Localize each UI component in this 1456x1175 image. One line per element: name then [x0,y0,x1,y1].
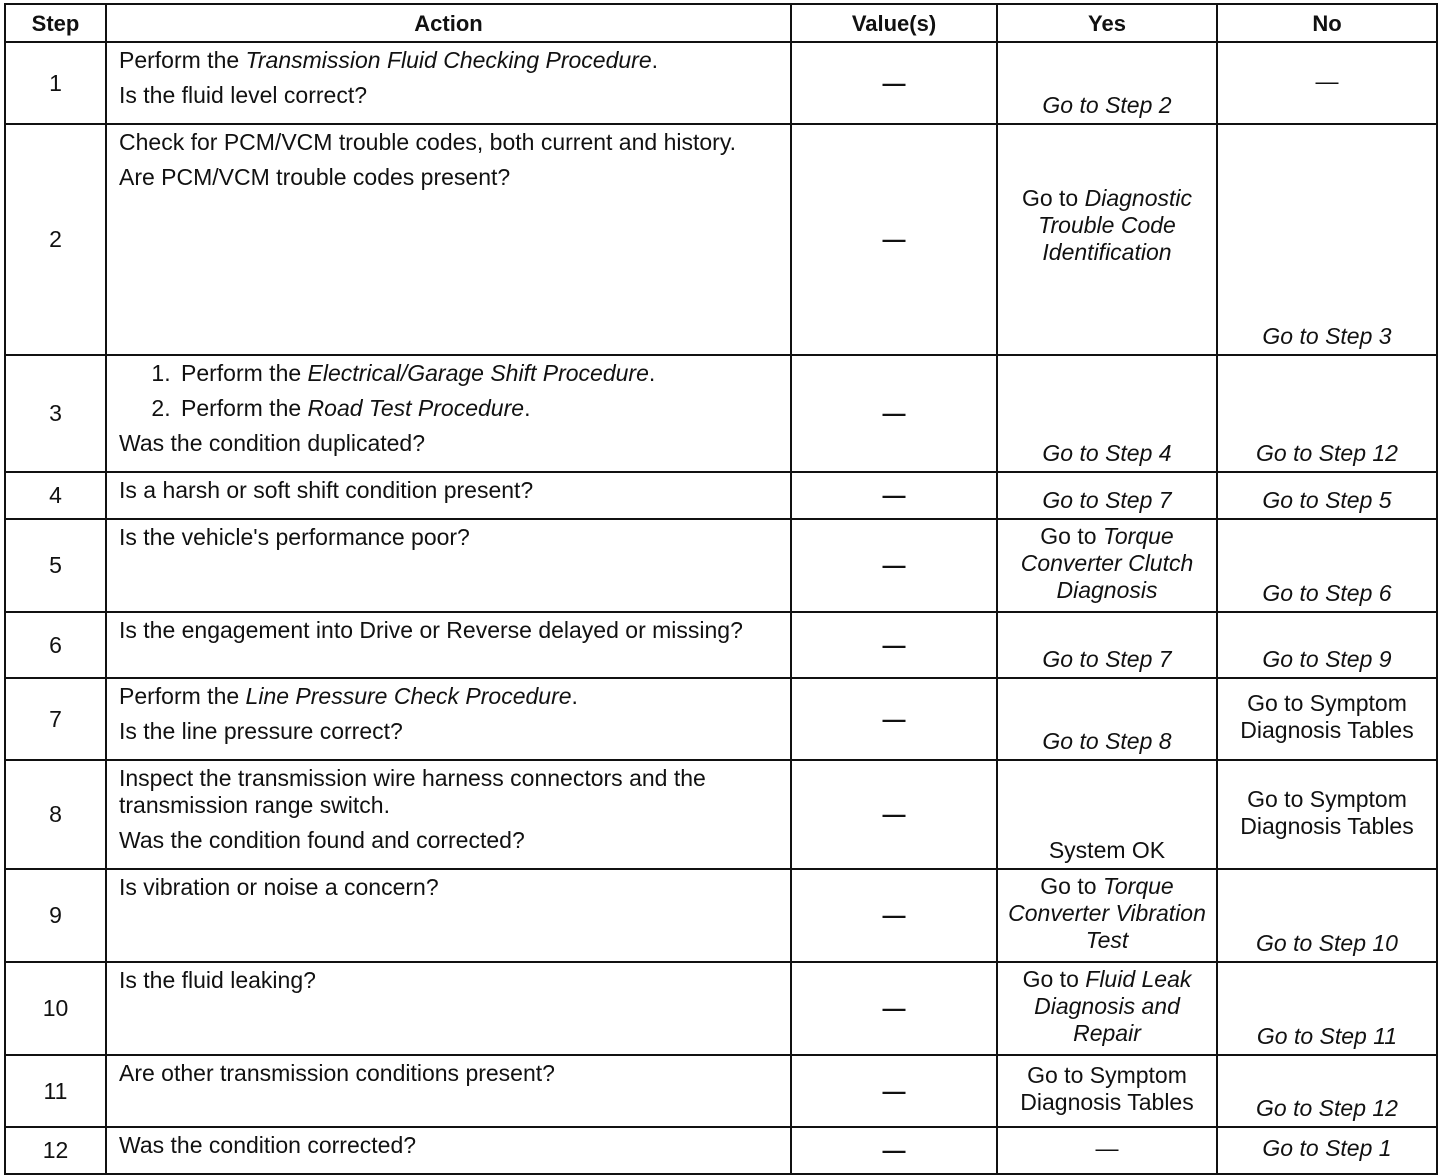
header-row [5,4,1437,42]
value-cell: — [791,1055,997,1127]
value-cell: — [791,678,997,760]
no-result [1217,42,1437,124]
header-values: Value(s) [791,4,997,42]
italic-text: Go to Step 5 [1262,487,1392,513]
action-cell [106,472,791,519]
italic-text: Diagnostic Trouble Code Identification [1038,185,1193,265]
table-row [5,760,1437,869]
italic-text: Go to Step 7 [1042,487,1172,513]
yes-result [997,869,1217,962]
action-text [119,430,778,457]
table-row [5,678,1437,760]
step-number: 5 [5,519,106,612]
action-text [119,765,778,819]
table-row [5,355,1437,472]
text: Was the condition found and corrected? [119,827,525,853]
text: Is vibration or noise a concern? [119,874,439,900]
yes-result [997,1055,1217,1127]
diagnostic-table [4,3,1438,1175]
step-number: 1 [5,42,106,124]
yes-result [997,42,1217,124]
action-text [119,1132,778,1159]
action-step-item [177,395,778,422]
action-cell [106,1055,791,1127]
value-cell: — [791,42,997,124]
text: Inspect the transmission wire harness connectors and the transmission range switch. [119,765,706,818]
text: . [571,683,578,709]
text: Is the engagement into Drive or Reverse delayed or missing? [119,617,743,643]
no-result [1217,355,1437,472]
text: — [1315,67,1339,94]
italic-text: Go to Step 1 [1262,1135,1392,1161]
text: System OK [1048,837,1166,863]
italic-text: Road Test Procedure [307,395,525,421]
italic-text: Transmission Fluid Checking Procedure [245,47,652,73]
italic-text: Go to Step 8 [1042,728,1172,754]
text: Are PCM/VCM trouble codes present? [119,164,511,190]
text: Are other transmission conditions present? [119,1060,555,1086]
text: . [651,47,659,73]
yes-result [997,962,1217,1055]
action-text [119,524,778,551]
header-yes: Yes [997,4,1217,42]
action-cell [106,678,791,760]
action-cell [106,519,791,612]
italic-text: Go to Step 12 [1256,440,1398,466]
yes-result [997,760,1217,869]
no-result [1217,678,1437,760]
action-cell [106,1127,791,1174]
italic-text: Torque Converter Clutch Diagnosis [1020,523,1194,603]
action-text [119,827,778,854]
value-cell: — [791,355,997,472]
text: Perform the [181,360,308,386]
text: Go to [1021,185,1085,211]
step-number: 6 [5,612,106,678]
step-number: 2 [5,124,106,355]
italic-text: Fluid Leak Diagnosis and Repair [1034,966,1192,1046]
italic-text: Go to Step 7 [1042,646,1172,672]
step-number: 12 [5,1127,106,1174]
italic-text: Go to Step 6 [1262,580,1392,606]
yes-result [997,1127,1217,1174]
no-result [1217,612,1437,678]
action-text [119,874,778,901]
italic-text: Go to Step 10 [1256,930,1398,956]
yes-result [997,519,1217,612]
header-no: No [1217,4,1437,42]
value-cell: — [791,519,997,612]
step-number: 9 [5,869,106,962]
header-step: Step [5,4,106,42]
action-text [119,129,778,156]
action-text [119,1060,778,1087]
no-result [1217,962,1437,1055]
table-row [5,1127,1437,1174]
step-number: 8 [5,760,106,869]
action-cell [106,124,791,355]
action-text [119,82,778,109]
action-step-item [177,360,778,387]
text: Is the vehicle's performance poor? [119,524,470,550]
text: Go to Symptom Diagnosis Tables [1020,1062,1194,1115]
table-row [5,42,1437,124]
no-result [1217,472,1437,519]
table-row [5,962,1437,1055]
text: Was the condition corrected? [119,1132,417,1158]
action-text [119,967,778,994]
value-cell: — [791,962,997,1055]
yes-result [997,678,1217,760]
step-number: 11 [5,1055,106,1127]
italic-text: Go to Step 3 [1262,323,1392,349]
action-cell [106,612,791,678]
text: Perform the [181,395,308,421]
text: Go to [1040,523,1103,549]
italic-text: Torque Converter Vibration Test [1008,873,1206,953]
action-text [119,47,778,74]
text: — [1095,1135,1119,1161]
value-cell: — [791,612,997,678]
action-text [119,164,778,191]
yes-result [997,612,1217,678]
action-text [119,718,778,745]
table-row [5,612,1437,678]
text: . [524,395,531,421]
action-cell [106,869,791,962]
text: Check for PCM/VCM trouble codes, both current and history. [119,129,737,155]
table-row [5,1055,1437,1127]
yes-result [997,355,1217,472]
step-number: 3 [5,355,106,472]
value-cell: — [791,869,997,962]
text: Perform the [119,47,246,73]
step-number: 7 [5,678,106,760]
italic-text: Go to Step 9 [1262,646,1392,672]
table-row [5,472,1437,519]
action-text [119,477,778,504]
italic-text: Electrical/Garage Shift Procedure [307,360,649,386]
action-cell [106,42,791,124]
value-cell: — [791,124,997,355]
yes-result [997,124,1217,355]
action-text [119,683,778,710]
no-result [1217,519,1437,612]
text: Is the fluid level correct? [119,82,368,108]
italic-text: Go to Step 4 [1042,440,1172,466]
text: Go to [1040,873,1103,899]
action-cell [106,760,791,869]
no-result [1217,124,1437,355]
table-row [5,869,1437,962]
text: Is a harsh or soft shift condition present? [119,477,534,503]
yes-result [997,472,1217,519]
table-row [5,519,1437,612]
italic-text: Go to Step 12 [1256,1095,1398,1121]
text: Perform the [119,683,246,709]
text: Go to Symptom Diagnosis Tables [1240,785,1414,839]
italic-text: Go to Step 11 [1256,1023,1398,1049]
no-result [1217,1127,1437,1174]
text: Is the line pressure correct? [119,718,403,744]
header-action: Action [106,4,791,42]
value-cell: — [791,472,997,519]
italic-text: Line Pressure Check Procedure [245,683,572,709]
text: Go to Symptom Diagnosis Tables [1240,690,1414,743]
table-row [5,124,1437,355]
italic-text: Go to Step 2 [1042,92,1172,118]
no-result [1217,869,1437,962]
no-result [1217,760,1437,869]
no-result [1217,1055,1437,1127]
action-steps-list [119,360,778,422]
step-number: 10 [5,962,106,1055]
value-cell: — [791,1127,997,1174]
text: . [648,360,656,386]
text: Was the condition duplicated? [119,430,426,456]
step-number: 4 [5,472,106,519]
action-cell [106,355,791,472]
text: Is the fluid leaking? [119,967,316,993]
action-cell [106,962,791,1055]
table-body [5,42,1437,1174]
text: Go to [1022,966,1086,992]
action-text [119,617,778,644]
value-cell: — [791,760,997,869]
